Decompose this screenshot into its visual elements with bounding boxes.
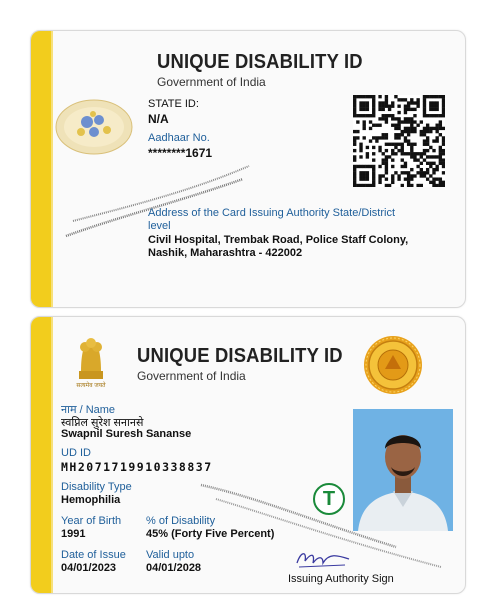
issue-date-label: Date of Issue <box>61 549 126 561</box>
yellow-stripe <box>31 317 51 593</box>
card-back <box>30 30 466 308</box>
disability-type-value: Hemophilia <box>61 494 121 506</box>
address-line1: Civil Hospital, Trembak Road, Police Staff Colony, <box>148 234 409 246</box>
name-english: Swapnil Suresh Sananse <box>61 428 192 440</box>
name-label: नाम / Name <box>61 404 116 416</box>
udid-label: UD ID <box>61 447 91 459</box>
state-seal-icon <box>363 335 423 395</box>
issuing-authority-sign-label: Issuing Authority Sign <box>288 573 394 585</box>
card-subtitle: Government of India <box>157 75 266 89</box>
hologram-icon <box>53 96 135 158</box>
valid-upto-label: Valid upto <box>146 549 195 561</box>
state-id-label: STATE ID: <box>148 98 199 110</box>
address-label-line2: level <box>148 220 171 232</box>
address-label-line1: Address of the Card Issuing Authority State/District <box>148 207 396 219</box>
svg-text:सत्यमेव जयते: सत्यमेव जयते <box>76 383 106 389</box>
t-badge-icon: T <box>313 483 345 515</box>
qr-code <box>353 95 445 187</box>
yellow-stripe <box>31 31 51 307</box>
national-emblem-icon <box>71 331 111 389</box>
issue-date-value: 04/01/2023 <box>61 562 117 574</box>
aadhaar-label: Aadhaar No. <box>148 132 210 144</box>
card-front <box>30 316 466 594</box>
photo <box>353 409 453 531</box>
person-photo-icon <box>353 409 453 531</box>
udid-value: MH2071719910338837 <box>61 460 213 474</box>
percent-value: 45% (Forty Five Percent) <box>146 528 275 540</box>
card-title: UNIQUE DISABILITY ID <box>137 345 343 367</box>
signature-icon <box>293 545 353 571</box>
card-subtitle: Government of India <box>137 369 246 383</box>
aadhaar-value: ********1671 <box>148 146 213 160</box>
year-of-birth-value: 1991 <box>61 528 86 540</box>
name-hindi: स्वप्निल सुरेश सनानसे <box>61 417 144 429</box>
state-id-value: N/A <box>148 112 169 126</box>
address-line2: Nashik, Maharashtra - 422002 <box>148 247 303 259</box>
year-of-birth-label: Year of Birth <box>61 515 122 527</box>
valid-upto-value: 04/01/2028 <box>146 562 202 574</box>
disability-type-label: Disability Type <box>61 481 132 493</box>
percent-label: % of Disability <box>146 515 216 527</box>
card-title: UNIQUE DISABILITY ID <box>157 51 363 73</box>
